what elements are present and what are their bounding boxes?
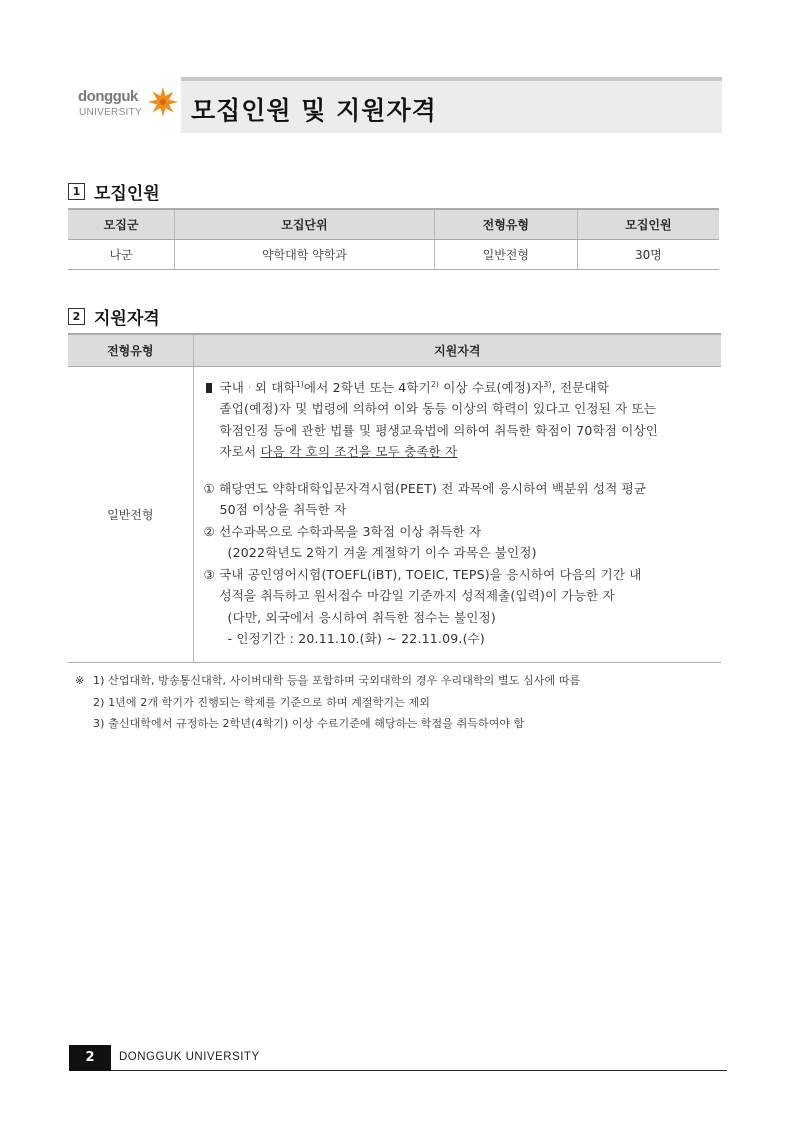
column-header: 모집군: [68, 209, 175, 239]
column-header: 전형유형: [68, 334, 193, 366]
table-cell: 약학대학 약학과: [175, 239, 435, 269]
university-logo: [75, 86, 179, 122]
footnote-item: 3) 출신대학에서 규정하는 2학년(4학기) 이상 수료기준에 해당하는 학점을 취득하여야 함: [93, 717, 525, 730]
qualification-line: 학점인정 등에 관한 법률 및 평생교육법에 의하여 취득한 학점이 70학점 이상인: [219, 422, 659, 438]
square-bullet-icon: [206, 383, 212, 393]
section-heading-recruitment: [68, 179, 160, 204]
footnote-ref: 3): [543, 379, 552, 389]
page-header: [75, 77, 722, 133]
logo-wordmark: dongguk: [78, 88, 138, 105]
logo-subtitle: UNIVERSITY: [79, 107, 143, 118]
footnote-item: ※ 1) 산업대학, 방송통신대학, 사이버대학 등을 포함하며 국외대학의 경우 우리대학의 별도 심사에 따름: [75, 670, 580, 692]
column-header: 전형유형: [434, 209, 577, 239]
footnotes: [75, 670, 580, 735]
condition-3-period: - 인정기간 : 20.11.10.(화) ~ 22.11.09.(수): [227, 631, 485, 646]
column-header: 모집단위: [175, 209, 435, 239]
column-header: 지원자격: [193, 334, 721, 366]
recruitment-table: [68, 208, 719, 270]
qualification-cell: [193, 366, 721, 662]
table-cell: 나군: [68, 239, 175, 269]
section-title: 모집인원: [94, 184, 160, 204]
condition-3-cont: 성적을 취득하고 원서접수 마감일 기준까지 성적제출(입력)이 가능한 자: [219, 588, 615, 603]
section-number-box: 2: [68, 308, 85, 325]
condition-3-note: (다만, 외국에서 응시하여 취득한 점수는 불인정): [227, 609, 496, 625]
title-bar: [181, 77, 722, 133]
page-footer: [69, 1045, 727, 1071]
underlined-condition: 다음 각 호의 조건을 모두 충족한 자: [260, 444, 458, 459]
table-cell: 30명: [577, 239, 719, 269]
condition-1-cont: 50점 이상을 취득한 자: [219, 502, 347, 517]
table-row: [68, 239, 719, 269]
section-number-box: 1: [68, 183, 85, 200]
section-title: 지원자격: [94, 309, 160, 329]
qualification-table: [68, 333, 721, 663]
footnote-item: 2) 1년에 2개 학기가 진행되는 학제를 기준으로 하며 계절학기는 제외: [93, 695, 430, 709]
reference-mark: ※: [75, 674, 85, 687]
column-header: 모집인원: [577, 209, 719, 239]
qualification-text: [194, 367, 722, 662]
condition-2: ② 선수과목으로 수학과목을 3학점 이상 취득한 자: [203, 523, 482, 539]
footnote-ref: 1): [295, 379, 304, 389]
table-header-row: [68, 334, 721, 366]
condition-2-note: (2022학년도 2학기 겨울 계절학기 이수 과목은 불인정): [227, 545, 537, 560]
page-number: 2: [69, 1045, 111, 1071]
table-row: [68, 366, 721, 662]
table-header-row: [68, 209, 719, 239]
lotus-logo-icon: [147, 86, 179, 118]
table-cell: 일반전형: [434, 239, 577, 269]
qualification-line: 졸업(예정)자 및 법령에 의하여 이와 동등 이상의 학력이 있다고 인정된 자 또는: [219, 401, 657, 416]
condition-3: ③ 국내 공인영어시험(TOEFL(iBT), TOEIC, TEPS)을 응시하여 다음의 기간 내: [203, 566, 642, 582]
footer-university-name: DONGGUK UNIVERSITY: [119, 1051, 260, 1063]
section-heading-qualification: [68, 304, 160, 329]
condition-1: ① 해당연도 약학대학입문자격시험(PEET) 전 과목에 응시하여 백분위 성적 평균: [203, 480, 647, 496]
footnote-ref: 2): [430, 379, 440, 389]
qualification-line: 자로서 다음 각 호의 조건을 모두 충족한 자: [219, 444, 458, 459]
page-title: 모집인원 및 지원자격: [191, 96, 437, 125]
qualification-intro: 국내 · 외 대학$^{1)}$에서 2학년 또는 4학기$^{2)}$ 이상 수료(예정)자$^{3)}$, 전문대학: [204, 377, 714, 399]
admission-type-cell: 일반전형: [68, 366, 193, 662]
